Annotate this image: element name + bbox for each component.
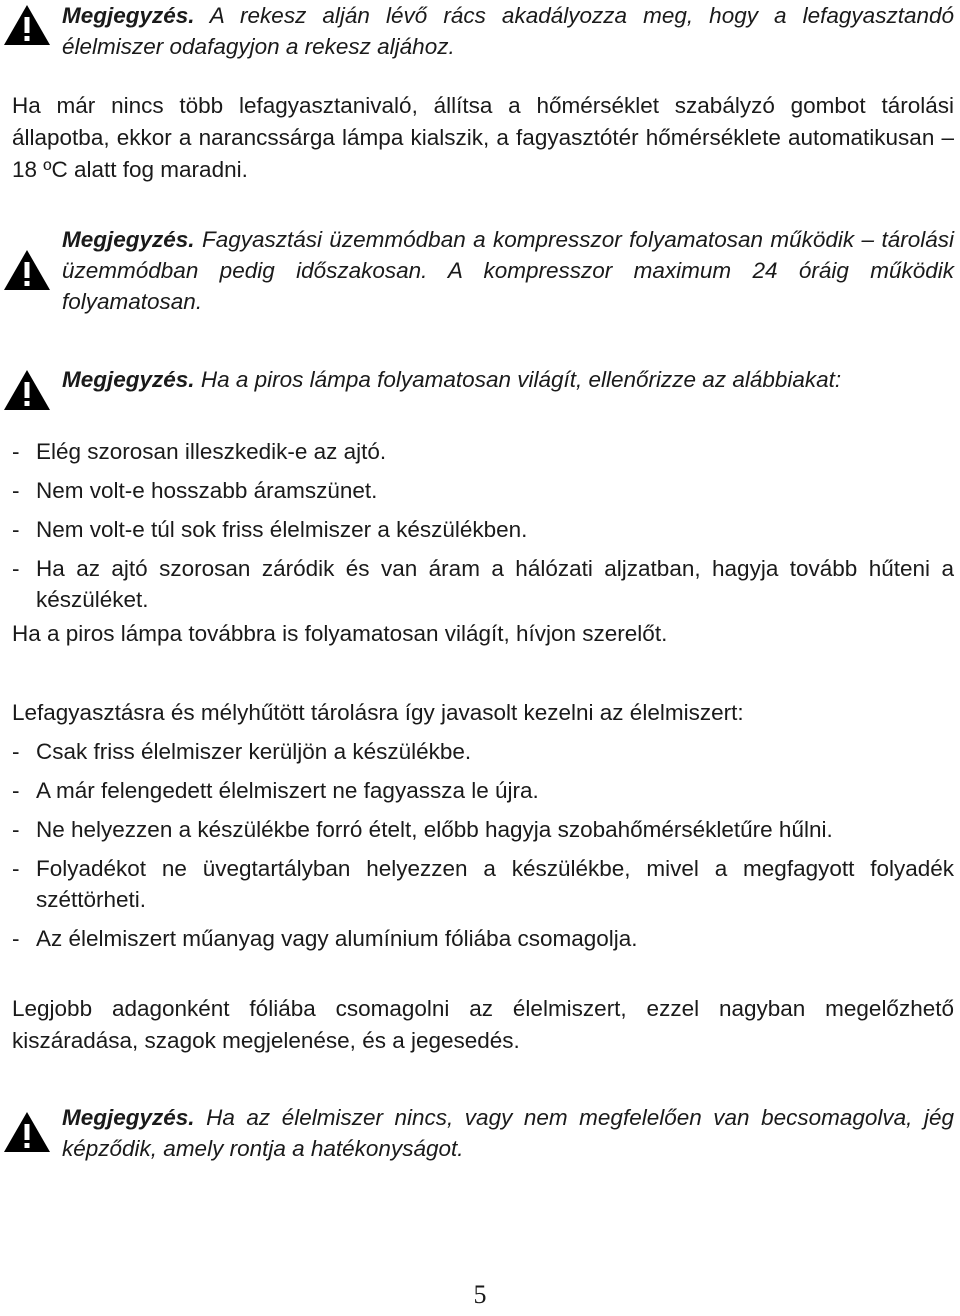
list-item xyxy=(12,436,954,467)
note-text xyxy=(62,0,954,62)
note-text xyxy=(62,364,954,395)
list-marker: - xyxy=(12,778,20,803)
list-marker: - xyxy=(12,739,20,764)
note-body: A rekesz alján lévő rács akadályozza meg, hogy a lefagyasztandó élelmiszer odafagyjon a rekesz aljához. xyxy=(62,3,954,59)
list-item-text: Ne helyezzen a készülékbe forró ételt, előbb hagyja szobahőmérsékletűre hűlni. xyxy=(36,817,833,842)
note-label: Megjegyzés. xyxy=(62,3,195,28)
check-list xyxy=(12,436,954,623)
list-marker: - xyxy=(12,478,20,503)
list-item xyxy=(12,514,954,545)
list-item xyxy=(12,553,954,615)
wrap-advice-paragraph: Legjobb adagonként fóliába csomagolni az élelmiszert, ezzel nagyban megelőzhető kiszáradása, szagok megjelenése, és a jegesedés. xyxy=(12,996,954,1053)
storage-paragraph: Ha már nincs több lefagyasztanivaló, állítsa a hőmérséklet szabályzó gombot tárolási állapotba, ekkor a narancssárga lámpa kialszik, a fagyasztótér hőmérséklete automatikusan –18 ºC alatt fog maradni. xyxy=(12,93,954,182)
list-item xyxy=(12,775,954,806)
note-body: Ha az élelmiszer nincs, vagy nem megfelelően van becsomagolva, jég képződik, amely rontja a hatékonyságot. xyxy=(62,1105,954,1161)
note-label: Megjegyzés. xyxy=(62,1105,195,1130)
list-item xyxy=(12,814,954,845)
list-item xyxy=(12,475,954,506)
list-item-text: Nem volt-e túl sok friss élelmiszer a készülékben. xyxy=(36,517,528,542)
list-marker: - xyxy=(12,439,20,464)
food-list xyxy=(12,736,954,962)
list-item xyxy=(12,923,954,954)
note-body: Fagyasztási üzemmódban a kompresszor folyamatosan működik – tárolási üzemmódban pedig időszakosan. A kompresszor maximum 24 óráig működik folyamatosan. xyxy=(62,227,954,314)
list-item-text: Elég szorosan illeszkedik-e az ajtó. xyxy=(36,439,387,464)
call-technician-paragraph: Ha a piros lámpa továbbra is folyamatosan világít, hívjon szerelőt. xyxy=(12,621,668,646)
warning-icon xyxy=(2,3,52,47)
note-label: Megjegyzés. xyxy=(62,367,195,392)
note-text xyxy=(62,1102,954,1164)
list-item-text: Az élelmiszert műanyag vagy alumínium fóliába csomagolja. xyxy=(36,926,638,951)
note-label: Megjegyzés. xyxy=(62,227,195,252)
list-item-text: Folyadékot ne üvegtartályban helyezzen a készülékbe, mivel a megfagyott folyadék széttörheti. xyxy=(36,856,954,912)
list-item xyxy=(12,736,954,767)
recommend-intro-paragraph: Lefagyasztásra és mélyhűtött tárolásra így javasolt kezelni az élelmiszert: xyxy=(12,700,744,725)
list-item-text: Ha az ajtó szorosan záródik és van áram a hálózati aljzatban, hagyja tovább hűteni a készüléket. xyxy=(36,556,954,612)
list-marker: - xyxy=(12,556,20,581)
list-item xyxy=(12,853,954,915)
warning-icon xyxy=(2,1110,52,1154)
list-item-text: Nem volt-e hosszabb áramszünet. xyxy=(36,478,378,503)
list-item-text: A már felengedett élelmiszert ne fagyassza le újra. xyxy=(36,778,539,803)
list-marker: - xyxy=(12,517,20,542)
warning-icon xyxy=(2,248,52,292)
note-text xyxy=(62,224,954,317)
warning-icon xyxy=(2,368,52,412)
page-number: 5 xyxy=(473,1280,487,1309)
note-body: Ha a piros lámpa folyamatosan világít, ellenőrizze az alábbiakat: xyxy=(194,367,842,392)
list-marker: - xyxy=(12,926,20,951)
list-marker: - xyxy=(12,856,20,881)
list-marker: - xyxy=(12,817,20,842)
list-item-text: Csak friss élelmiszer kerüljön a készülékbe. xyxy=(36,739,472,764)
